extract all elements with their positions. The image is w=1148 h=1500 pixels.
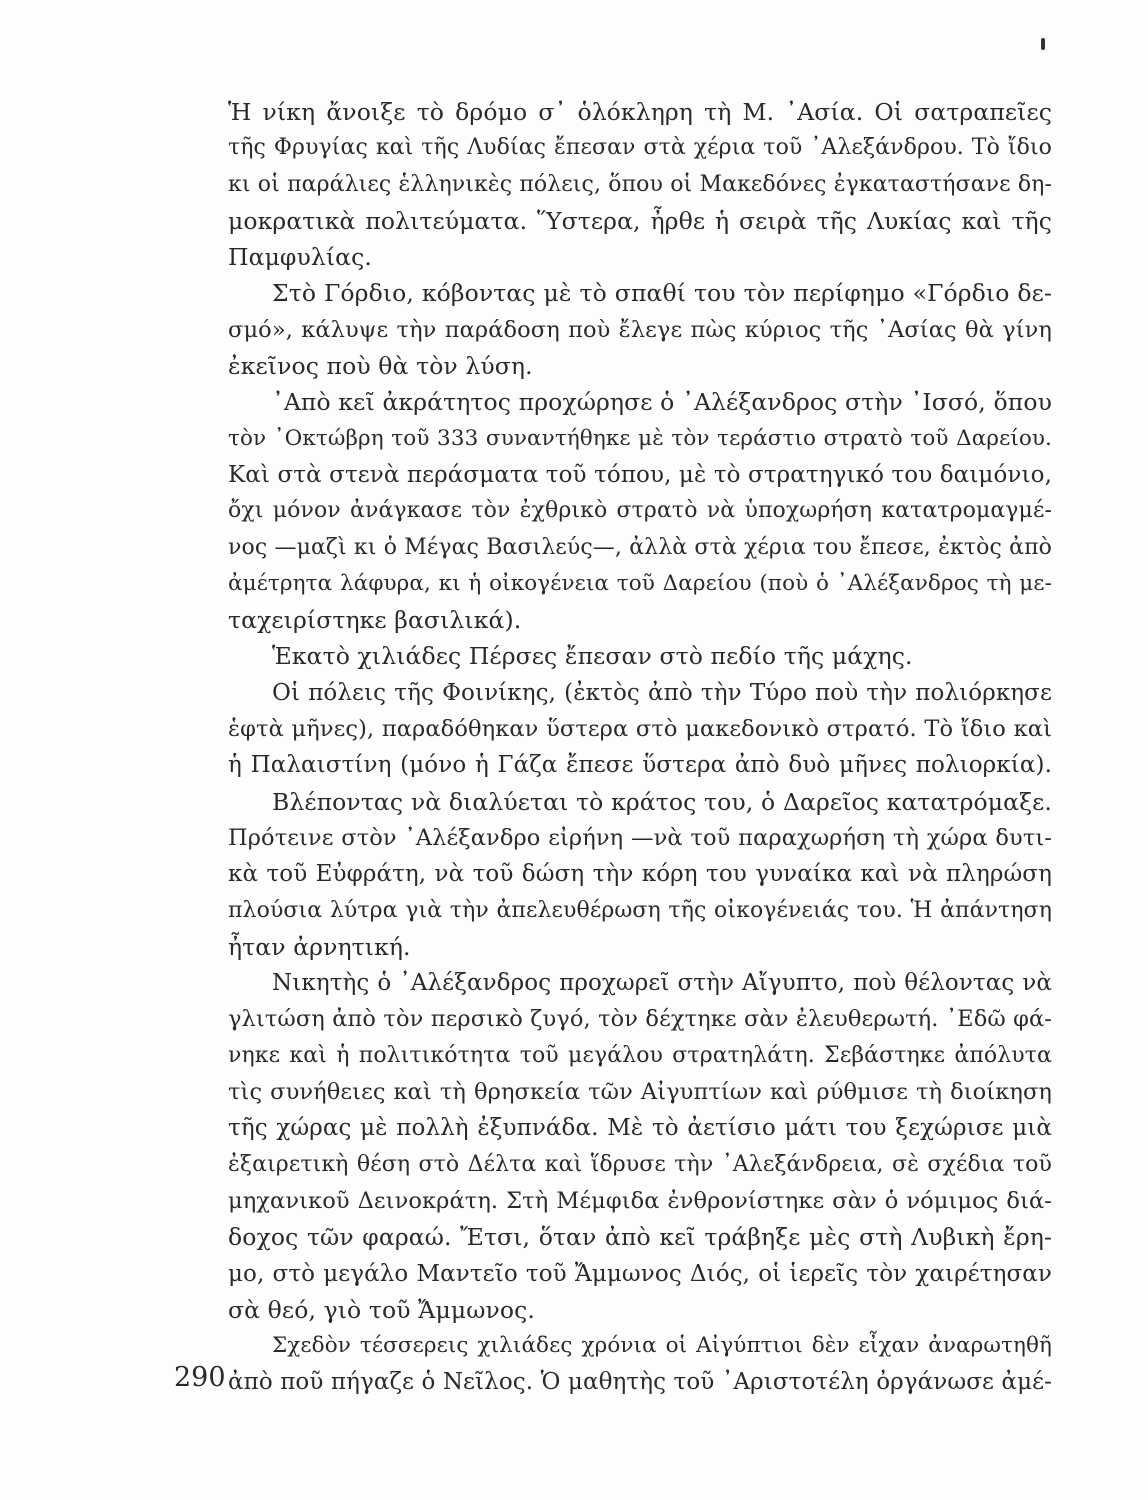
text-line: Παμφυλίας. xyxy=(228,243,372,272)
text-line: μοκρατικὰ πολιτεύματα. Ὕστερα, ἦρθε ἡ σειρὰ τῆς Λυκίας καὶ τῆς xyxy=(228,206,1052,235)
scan-speck xyxy=(1041,38,1045,50)
text-line: ἀμέτρητα λάφυρα, κι ἡ οἰκογένεια τοῦ Δαρείου (ποὺ ὁ ᾽Αλέξανδρος τὴ με- xyxy=(228,570,1052,596)
text-line: τῆς Φρυγίας καὶ τῆς Λυδίας ἔπεσαν στὰ χέρια τοῦ ᾽Αλεξάνδρου. Τὸ ἴδιο xyxy=(228,135,1052,161)
text-line: ἦταν ἀρνητική. xyxy=(228,932,411,961)
text-line: τὸν ᾽Οκτώβρη τοῦ 333 συναντήθηκε μὲ τὸν τεράστιο στρατὸ τοῦ Δαρείου. xyxy=(228,425,1052,451)
text-line: μηχανικοῦ Δεινοκράτη. Στὴ Μέμφιδα ἐνθρονίστηκε σὰν ὁ νόμιμος διά- xyxy=(228,1187,1052,1214)
text-line: Σχεδὸν τέσσερεις χιλιάδες χρόνια οἱ Αἰγύπτιοι δὲν εἶχαν ἀναρωτηθῆ xyxy=(272,1333,1052,1359)
text-line: ταχειρίστηκε βασιλικά). xyxy=(228,606,522,635)
text-line: κι οἱ παράλιες ἑλληνικὲς πόλεις, ὅπου οἱ Μακεδόνες ἐγκαταστήσανε δη- xyxy=(228,171,1052,197)
text-line: Ἡ νίκη ἄνοιξε τὸ δρόμο σ᾽ ὁλόκληρη τὴ Μ. ᾽Ασία. Οἱ σατραπεῖες xyxy=(228,98,1052,126)
text-line: νηκε καὶ ἡ πολιτικότητα τοῦ μεγάλου στρατηλάτη. Σεβάστηκε ἀπόλυτα xyxy=(228,1042,1052,1068)
text-line: Οἱ πόλεις τῆς Φοινίκης, (ἐκτὸς ἀπὸ τὴν Τύρο ποὺ τὴν πολιόρκησε xyxy=(272,679,1052,706)
text-line: ἐξαιρετικὴ θέση στὸ Δέλτα καὶ ἵδρυσε τὴν ᾽Αλεξάνδρεια, σὲ σχέδια τοῦ xyxy=(228,1151,1052,1177)
text-line: ὄχι μόνον ἀνάγκασε τὸν ἐχθρικὸ στρατὸ νὰ ὑποχωρήση κατατρομαγμέ- xyxy=(228,498,1052,524)
text-line: γλιτώση ἀπὸ τὸν περσικὸ ζυγό, τὸν δέχτηκε σὰν ἐλευθερωτή. ᾽Εδῶ φά- xyxy=(228,1006,1052,1033)
text-line: ἀπὸ ποῦ πήγαζε ὁ Νεῖλος. Ὁ μαθητὴς τοῦ ᾽Αριστοτέλη ὀργάνωσε ἀμέ- xyxy=(228,1369,1052,1396)
text-line: ἑφτὰ μῆνες), παραδόθηκαν ὕστερα στὸ μακεδονικὸ στρατό. Τὸ ἴδιο καὶ xyxy=(228,716,1052,743)
text-line: νος —μαζὶ κι ὁ Μέγας Βασιλεύς—, ἀλλὰ στὰ χέρια του ἔπεσε, ἐκτὸς ἀπὸ xyxy=(228,534,1052,560)
text-line: Καὶ στὰ στενὰ περάσματα τοῦ τόπου, μὲ τὸ στρατηγικό του δαιμόνιο, xyxy=(228,461,1052,488)
text-line: σὰ θεό, γιὸ τοῦ Ἄμμωνος. xyxy=(228,1295,535,1324)
text-line: πλούσια λύτρα γιὰ τὴν ἀπελευθέρωση τῆς οἰκογένειάς του. Ἡ ἀπάντηση xyxy=(228,897,1052,923)
text-line: ᾽Απὸ κεῖ ἀκράτητος προχώρησε ὁ ᾽Αλέξανδρος στὴν ᾽Ισσό, ὅπου xyxy=(272,388,1052,417)
text-line: Νικητὴς ὁ ᾽Αλέξανδρος προχωρεῖ στὴν Αἴγυπτο, ποὺ θέλοντας νὰ xyxy=(272,970,1052,997)
text-line: Στὸ Γόρδιο, κόβοντας μὲ τὸ σπαθί του τὸν περίφημο «Γόρδιο δε- xyxy=(272,279,1052,308)
text-line: μο, στὸ μεγάλο Μαντεῖο τοῦ Ἄμμωνος Διός, οἱ ἱερεῖς τὸν χαιρέτησαν xyxy=(228,1260,1052,1287)
text-line: κὰ τοῦ Εὐφράτη, νὰ τοῦ δώση τὴν κόρη του γυναίκα καὶ νὰ πληρώση xyxy=(228,861,1052,888)
text-line: τὶς συνήθειες καὶ τὴ θρησκεία τῶν Αἰγυπτίων καὶ ρύθμισε τὴ διοίκηση xyxy=(228,1079,1052,1106)
text-line: σμό», κάλυψε τὴν παράδοση ποὺ ἔλεγε πὼς κύριος τῆς ᾽Ασίας θὰ γίνη xyxy=(228,316,1052,343)
text-line: Πρότεινε στὸν ᾽Αλέξανδρο εἰρήνη —νὰ τοῦ παραχωρήση τὴ χώρα δυτι- xyxy=(228,824,1052,851)
text-line: δοχος τῶν φαραώ. Ἔτσι, ὅταν ἀπὸ κεῖ τράβηξε μὲς στὴ Λυβικὴ ἔρη- xyxy=(228,1223,1052,1252)
page-number: 290 xyxy=(174,1362,226,1393)
text-line: τῆς χώρας μὲ πολλὴ ἐξυπνάδα. Μὲ τὸ ἀετίσιο μάτι του ξεχώρισε μιὰ xyxy=(228,1115,1052,1142)
text-line: Ἑκατὸ χιλιάδες Πέρσες ἔπεσαν στὸ πεδίο τῆς μάχης. xyxy=(272,642,913,671)
text-line: ἡ Παλαιστίνη (μόνο ἡ Γάζα ἔπεσε ὕστερα ἀπὸ δυὸ μῆνες πολιορκία). xyxy=(228,752,1052,779)
body-text xyxy=(228,94,1052,1401)
text-line: Βλέποντας νὰ διαλύεται τὸ κράτος του, ὁ Δαρεῖος κατατρόμαξε. xyxy=(272,787,1052,816)
text-line: ἐκεῖνος ποὺ θὰ τὸν λύση. xyxy=(228,352,533,381)
